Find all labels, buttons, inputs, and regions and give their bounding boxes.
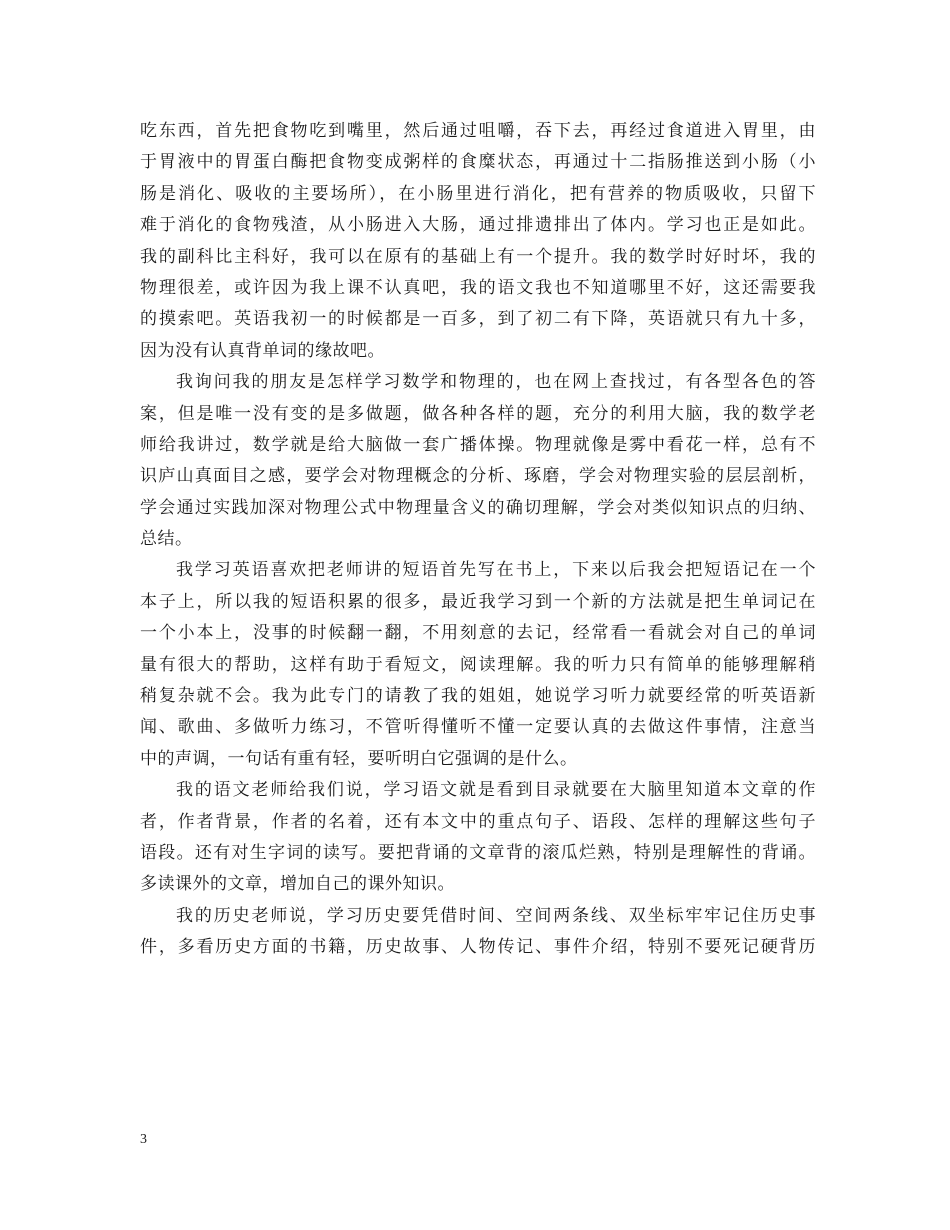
- text-line: 者，作者背景，作者的名着，还有本文中的重点句子、语段、怎样的理解这些句子: [140, 811, 816, 832]
- text-line: 于胃液中的胃蛋白酶把食物变成粥样的食糜状态，再通过十二指肠推送到小肠（小: [140, 152, 816, 173]
- text-line: 案，但是唯一没有变的是多做题，做各种各样的题，充分的利用大脑，我的数学老: [140, 403, 816, 424]
- text-line: 识庐山真面目之感，要学会对物理概念的分析、琢磨，学会对物理实验的层层剖析，: [140, 466, 816, 487]
- text-line: 量有很大的帮助，这样有助于看短文，阅读理解。我的听力只有简单的能够理解稍: [140, 654, 816, 675]
- page-number: 3: [140, 1132, 147, 1147]
- text-line: 中的声调，一句话有重有轻，要听明白它强调的是什么。: [140, 748, 578, 769]
- text-line: 吃东西，首先把食物吃到嘴里，然后通过咀嚼，吞下去，再经过食道进入胃里，由: [140, 121, 816, 141]
- text-line: 总结。: [140, 529, 193, 550]
- text-line: 多读课外的文章，增加自己的课外知识。: [140, 874, 455, 895]
- body-text: [140, 116, 816, 964]
- text-line: 一个小本上，没事的时候翻一翻，不用刻意的去记，经常看一看就会对自己的单词: [140, 623, 816, 644]
- text-line: 我的语文老师给我们说，学习语文就是看到目录就要在大脑里知道本文章的作: [176, 780, 816, 801]
- text-line: 件，多看历史方面的书籍，历史故事、人物传记、事件介绍，特别不要死记硬背历: [140, 937, 816, 958]
- text-line: 师给我讲过，数学就是给大脑做一套广播体操。物理就像是雾中看花一样，总有不: [140, 434, 816, 455]
- text-line: 学会通过实践加深对物理公式中物理量含义的确切理解，学会对类似知识点的归纳、: [140, 497, 816, 518]
- text-line: 的摸索吧。英语我初一的时候都是一百多，到了初二有下降，英语就只有九十多，: [140, 309, 816, 330]
- text-line: 我询问我的朋友是怎样学习数学和物理的，也在网上查找过，有各型各色的答: [176, 372, 816, 393]
- text-line: 闻、歌曲、多做听力练习，不管听得懂听不懂一定要认真的去做这件事情，注意当: [140, 717, 816, 738]
- text-line: 我的副科比主科好，我可以在原有的基础上有一个提升。我的数学时好时坏，我的: [140, 246, 816, 267]
- text-line: 肠是消化、吸收的主要场所），在小肠里进行消化，把有营养的物质吸收，只留下: [140, 183, 816, 204]
- text-line: 我学习英语喜欢把老师讲的短语首先写在书上，下来以后我会把短语记在一个: [176, 560, 816, 581]
- text-line: 难于消化的食物残渣，从小肠进入大肠，通过排遗排出了体内。学习也正是如此。: [140, 215, 816, 236]
- text-line: 因为没有认真背单词的缘故吧。: [140, 340, 385, 361]
- text-line: 我的历史老师说，学习历史要凭借时间、空间两条线、双坐标牢牢记住历史事: [176, 905, 816, 926]
- text-line: 本子上，所以我的短语积累的很多，最近我学习到一个新的方法就是把生单词记在: [140, 591, 816, 612]
- text-line: 稍复杂就不会。我为此专门的请教了我的姐姐，她说学习听力就要经常的听英语新: [140, 686, 816, 707]
- text-line: 语段。还有对生字词的读写。要把背诵的文章背的滚瓜烂熟，特别是理解性的背诵。: [140, 842, 816, 863]
- text-line: 物理很差，或许因为我上课不认真吧，我的语文我也不知道哪里不好，这还需要我: [140, 277, 816, 298]
